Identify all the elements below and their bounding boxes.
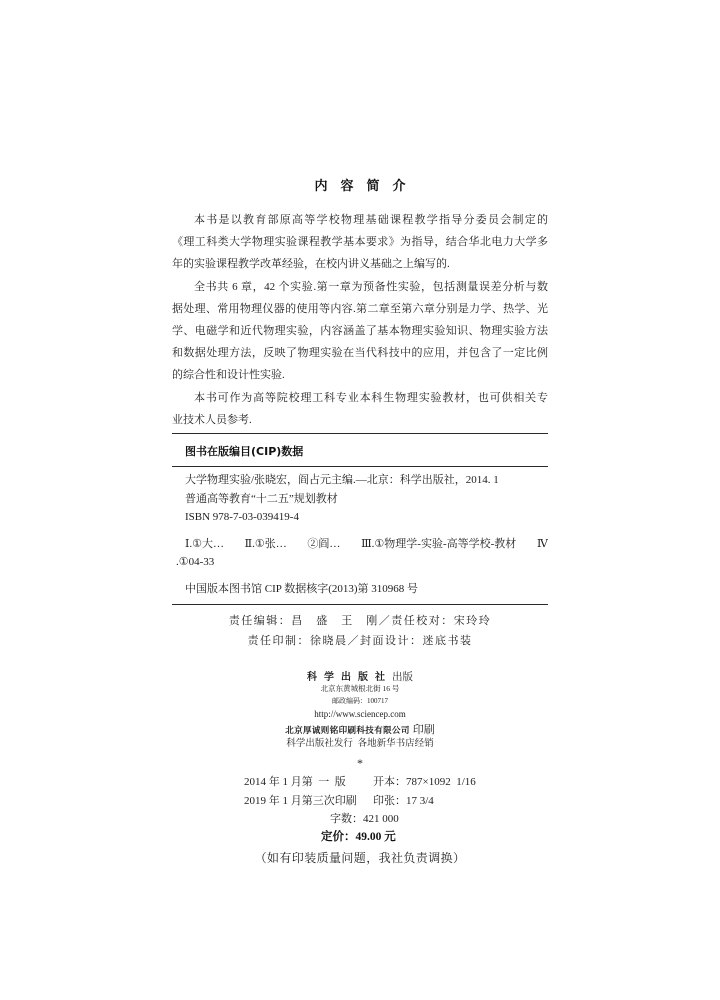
printer-line (0, 721, 720, 737)
book-format: 开本：787×1092 1/16 (373, 776, 476, 788)
cip-isbn: ISBN 978-7-03-039419-4 (185, 511, 299, 523)
cip-subject: Ⅲ.①物理学-实验-高等学校-教材 (361, 537, 517, 550)
printed-sheets: 印张：17 3/4 (373, 795, 434, 807)
publisher-line (0, 668, 720, 684)
print-label: 印刷 (412, 724, 435, 736)
credits-production: 责任印制：徐晓晨／封面设计：迷底书装 (247, 635, 473, 647)
cip-subject: Ⅱ.①张… (244, 537, 287, 550)
cip-subject: ②阎… (307, 537, 341, 550)
intro-line: 和数据处理方法，反映了物理实验在当代科技中的应用，并包含了一定比例 (172, 347, 548, 360)
asterisk-separator: * (357, 756, 363, 770)
publisher-address: 北京东黄城根北街 16 号 (320, 684, 400, 693)
intro-line: 年的实验课程教学改革经验，在校内讲义基础之上编写的. (172, 258, 450, 271)
publish-label: 出版 (392, 672, 413, 683)
cip-subject-line (185, 535, 548, 554)
credits-block (0, 611, 720, 651)
intro-line: 本书是以教育部原高等学校物理基础课程教学指导分委员会制定的 (194, 214, 548, 226)
cip-bottom-rule (172, 604, 548, 605)
cip-series: 普通高等教育“十二五”规划教材 (185, 492, 338, 505)
intro-line: 学、电磁学和近代物理实验，内容涵盖了基本物理实验知识、物理实验方法 (172, 324, 548, 337)
cip-top-rule (172, 433, 548, 434)
printing-date: 2019 年 1 月第三次印刷 (244, 795, 357, 807)
cip-subject: Ⅰ.①大… (185, 537, 224, 550)
price: 定价：49.00 元 (321, 831, 396, 843)
cip-record: 大学物理实验/张晓宏，阎占元主编.—北京：科学出版社，2014. 1 (185, 474, 499, 486)
cip-heading-rule (172, 466, 548, 467)
publisher-name: 科学出版社 (307, 672, 392, 683)
intro-line: 《理工科类大学物理实验课程教学基本要求》为指导，结合华北电力大学多 (172, 236, 548, 249)
cip-record-block (176, 471, 548, 598)
intro-line: 业技术人员参考. (172, 413, 252, 426)
quality-notice: （如有印装质量问题，我社负责调换） (254, 851, 466, 865)
edition-row-printing (244, 793, 434, 809)
intro-title: 内容简介 (314, 179, 419, 194)
distribution-line: 科学出版社发行 各地新华书店经销 (286, 739, 434, 749)
intro-line: 据处理、常用物理仪器的使用等内容.第二章至第六章分别是力学、热学、光 (172, 302, 548, 315)
intro-body (172, 209, 548, 431)
cip-heading: 图书在版编目(CIP)数据 (185, 445, 304, 458)
publisher-website: http://www.sciencep.com (314, 709, 406, 719)
cip-classification: .①04-33 (176, 556, 215, 568)
edition-row-first (244, 774, 476, 790)
cip-number: 中国版本图书馆 CIP 数据核字(2013)第 310968 号 (185, 582, 419, 595)
cip-subject: Ⅳ (536, 537, 548, 550)
publisher-postcode: 邮政编码：100717 (332, 697, 388, 705)
printer-name: 北京厚诚则铭印刷科技有限公司 (285, 725, 410, 735)
intro-line: 全书共 6 章，42 个实验.第一章为预备性实验，包括测量误差分析与数 (194, 280, 548, 293)
credits-editors: 责任编辑：昌 盛 王 刚／责任校对：宋玲玲 (228, 615, 492, 627)
intro-paragraph-2 (172, 276, 548, 387)
intro-paragraph-3 (172, 387, 548, 431)
first-edition-date: 2014 年 1 月第 一 版 (244, 776, 346, 788)
intro-line: 的综合性和设计性实验. (172, 369, 285, 382)
intro-line: 本书可作为高等院校理工科专业本科生物理实验教材，也可供相关专 (194, 391, 548, 404)
intro-paragraph-1 (172, 209, 548, 276)
word-count: 字数：421 000 (330, 813, 399, 825)
